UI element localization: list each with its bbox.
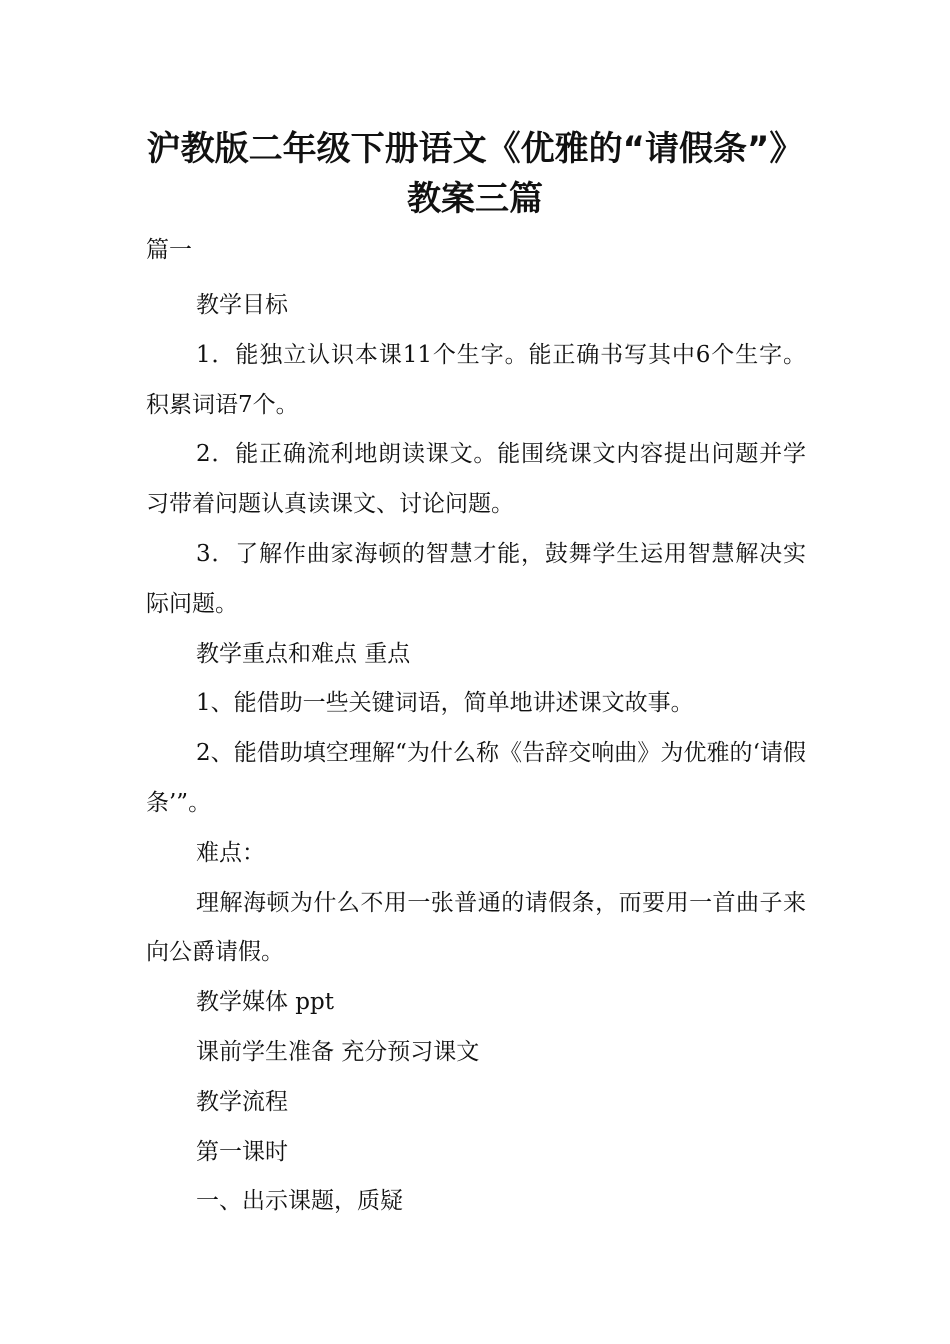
paragraph: 1、能借助一些关键词语，简单地讲述课文故事。 (196, 690, 694, 717)
document-title: 沪教版二年级下册语文《优雅的“请假条”》教案三篇 (146, 129, 804, 219)
paragraph: 2．能正确流利地朗读课文。能围绕课文内容提出问题并学习带着问题认真读课文、讨论问题。 (146, 441, 806, 518)
paragraph: 一、出示课题，质疑 (196, 1188, 403, 1215)
paragraph: 理解海顿为什么不用一张普通的请假条，而要用一首曲子来向公爵请假。 (146, 889, 806, 966)
paragraph: 2、能借助填空理解“为什么称《告辞交响曲》为优雅的‘请假条’”。 (146, 740, 806, 816)
paragraph: 第一课时 (196, 1138, 288, 1165)
section-label: 篇一 (146, 237, 192, 263)
paragraph: 教学目标 (196, 292, 288, 318)
paragraph: 难点： (196, 839, 265, 866)
paragraph: 教学流程 (196, 1088, 288, 1115)
paragraph: 课前学生准备 充分预习课文 (196, 1038, 480, 1065)
paragraph: 1．能独立认识本课11个生字。能正确书写其中6个生字。积累词语7个。 (146, 341, 806, 418)
paragraph: 3．了解作曲家海顿的智慧才能，鼓舞学生运用智慧解决实际问题。 (146, 540, 806, 617)
paragraph: 教学媒体 ppt (196, 989, 334, 1016)
paragraph: 教学重点和难点 重点 (196, 640, 411, 667)
document-body (146, 281, 806, 1227)
